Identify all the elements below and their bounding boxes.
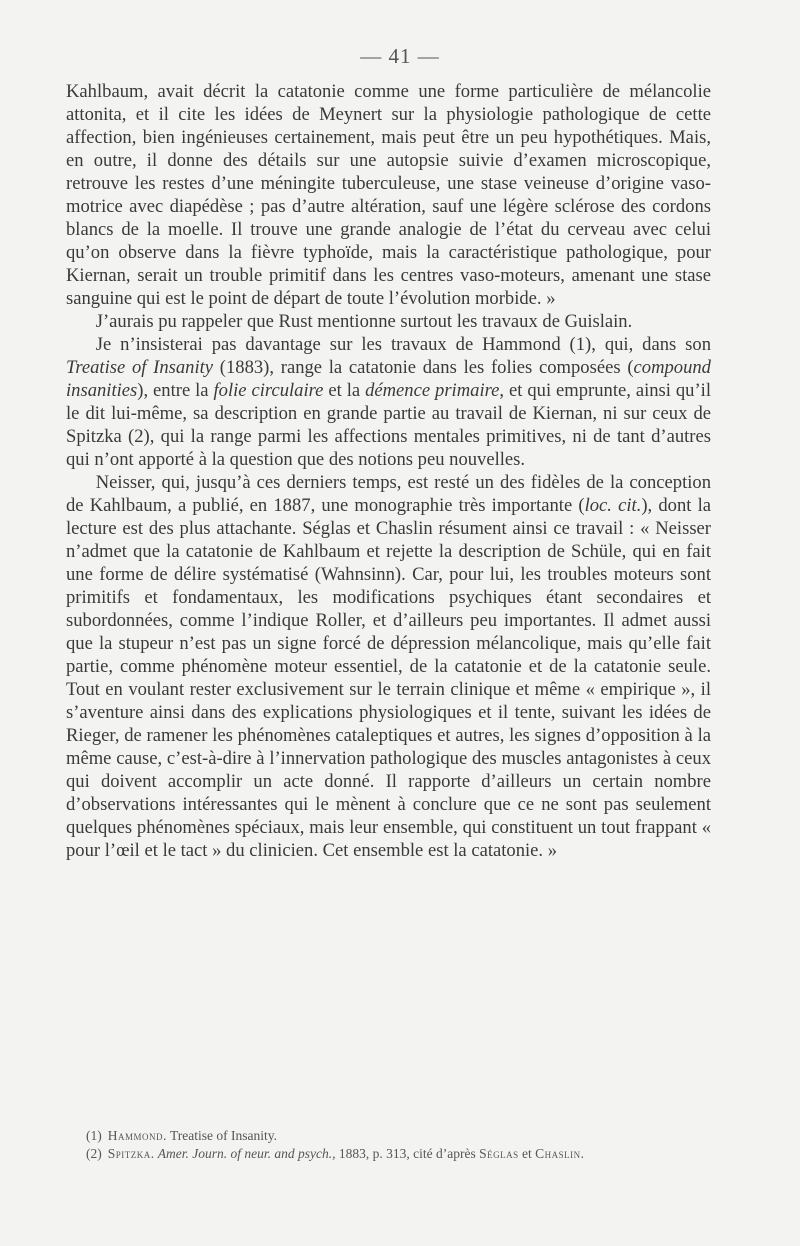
- paragraph-rust: J’aurais pu rappeler que Rust mentionne surtout les travaux de Guislain.: [95, 311, 633, 332]
- paragraph-neisser: Neisser, qui, jusqu’à ces derniers temps, est resté un des fidèles de la conception de Kahlbaum, a publié, en 1887, une monographie très importante (loc. cit.), dont la lecture est des plus attachante. Séglas et Chaslin résument ainsi ce travail : « Neisser n’admet que la catatonie de Kahlbaum et rejette la description de Schüle, qui en fait une forme de délire systématisé (Wahnsinn). Car, pour lui, les troubles moteurs sont primitifs et fondamentaux, les modifications psychiques étant secondaires et subordonnées, comme l’indique Roller, et d’ailleurs peu importantes. Il admet aussi que la stupeur n’est pas un signe forcé de dépression mélancolique, mais qu’elle fait partie, comme phénomène moteur essentiel, de la catatonie et de la catatonie seule. Tout en voulant rester exclusivement sur le terrain clinique et même « empirique », il s’aventure ainsi dans des explications physiologiques et il tente, suivant les idées de Rieger, de ramener les phénomènes cataleptiques et autres, les signes d’opposition à la même cause, c’est-à-dire à l’innervation pathologique des muscles antagonistes à ceux qui doivent accomplir un acte donné. Il rapporte d’ailleurs un certain nombre d’observations intéressantes qui le mènent à conclure que ce ne sont pas seulement quelques phénomènes spéciaux, mais leur ensemble, qui constituent un tout frappant « pour l’œil et le tact » du clinicien. Cet ensemble est la catatonie. »: [66, 472, 711, 861]
- footnotes: [66, 1127, 711, 1163]
- paragraph-kahlbaum-quote: Kahlbaum, avait décrit la catatonie comme une forme particulière de mélancolie attonita, et il cite les idées de Meynert sur la physiologie pathologique de cette affection, bien ingénieuses certainement, mais peut être un peu hypothétiques. Mais, en outre, il donne des détails sur une autopsie suivie d’examen microscopique, retrouve les restes d’une méningite tuberculeuse, une stase veineuse d’origine vaso-motrice avec diapédèse ; pas d’autre altération, sauf une légère sclérose des cordons blancs de la moelle. Il trouve une grande analogie de l’état du cerveau avec celui qu’on observe dans la fièvre typhoïde, mais la caractéristique pathologique, pour Kiernan, serait un trouble primitif dans les centres vaso-moteurs, amenant une stase sanguine qui est le point de départ de toute l’évolution morbide. »: [66, 81, 711, 309]
- term-loc-cit: loc. cit.: [584, 495, 642, 516]
- footnote-1: (1) Hammond. Treatise of Insanity.: [86, 1128, 278, 1143]
- paragraph-hammond: Je n’insisterai pas davantage sur les travaux de Hammond (1), qui, dans son Treatise of Insanity (1883), range la catatonie dans les folies composées (compound insanities), entre la folie circulaire et la démence primaire, et qui emprunte, ainsi qu’il le dit lui-même, sa description en grande partie au travail de Kiernan, ni sur ceux de Spitzka (2), qui la range parmi les affections mentales primitives, ni de tant d’autres qui n’ont apporté à la question que des notions peu nouvelles.: [66, 334, 711, 470]
- page-number: — 41 —: [360, 44, 440, 68]
- body-text: [66, 80, 711, 862]
- book-title-treatise: Treatise of Insanity: [66, 357, 214, 378]
- term-folie-circulaire: folie circulaire: [213, 380, 324, 401]
- term-compound-insanities: compound insanities: [66, 357, 711, 401]
- term-demence-primaire: démence primaire: [365, 380, 500, 401]
- footnote-2: (2) Spitzka. Amer. Journ. of neur. and psych., 1883, p. 313, cité d’après Séglas et Chaslin.: [86, 1146, 584, 1161]
